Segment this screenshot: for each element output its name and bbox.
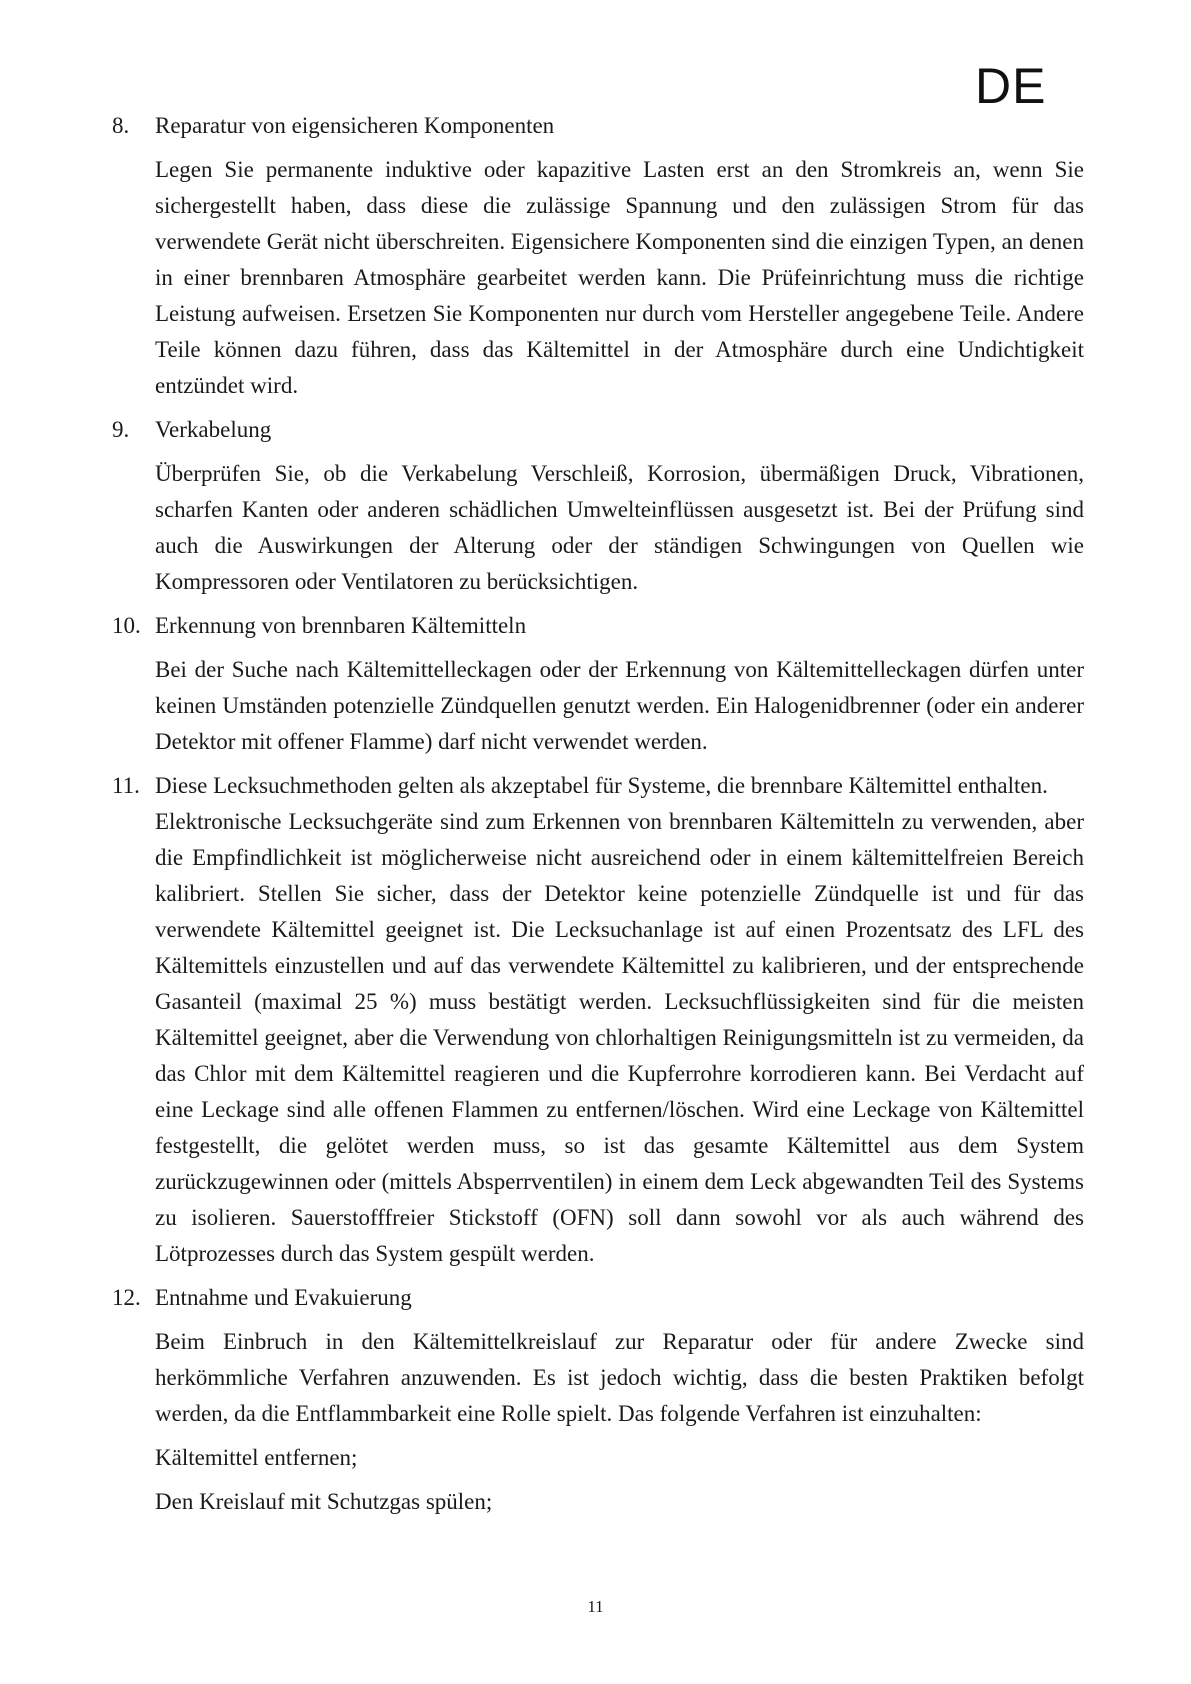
section-number: 10.	[112, 613, 141, 638]
page-number: 11	[587, 1597, 604, 1616]
section-number: 11.	[112, 773, 140, 798]
section-paragraph: Elektronische Lecksuchgeräte sind zum Erkennen von brennbaren Kältemitteln zu verwenden, aber die Empfindlichkeit ist möglicherweise nicht ausreichend oder in einem kältemittelfreien Bereich kalibriert. Stellen Sie sicher, dass der Detektor keine potenzielle Zündquelle ist und für das verwendete Kältemittel geeignet ist. Die Lecksuchanlage ist auf einen Prozentsatz des LFL des Kältemittels einzustellen und auf das verwendete Kältemittel zu kalibrieren, und der entsprechende Gasanteil (maximal 25 %) muss bestätigt werden. Lecksuchflüssigkeiten sind für die meisten Kältemittel geeignet, aber die Verwendung von chlorhaltigen Reinigungsmitteln ist zu vermeiden, da das Chlor mit dem Kältemittel reagieren und die Kupferrohre korrodieren kann. Bei Verdacht auf eine Leckage sind alle offenen Flammen zu entfernen/löschen. Wird eine Leckage von Kältemittel festgestellt, die gelötet werden muss, so ist das gesamte Kältemittel aus dem System zurückzugewinnen oder (mittels Absperrventilen) in einem dem Leck abgewandten Teil des Systems zu isolieren. Sauerstofffreier Stickstoff (OFN) soll dann sowohl vor als auch während des Lötprozesses durch das System gespült werden.	[155, 809, 1084, 1266]
section-number: 9.	[112, 417, 130, 442]
section-heading	[112, 108, 1084, 144]
section-number: 12.	[112, 1285, 141, 1310]
section-paragraph: Beim Einbruch in den Kältemittelkreislauf zur Reparatur oder für andere Zwecke sind herkömmliche Verfahren anzuwenden. Es ist jedoch wichtig, dass die besten Praktiken befolgt werden, da die Entflammbarkeit eine Rolle spielt. Das folgende Verfahren ist einzuhalten:	[155, 1329, 1084, 1426]
section-title: Entnahme und Evakuierung	[155, 1285, 412, 1310]
section-paragraph: Kältemittel entfernen;	[155, 1445, 358, 1470]
section-paragraph: Den Kreislauf mit Schutzgas spülen;	[155, 1489, 493, 1514]
section-title: Erkennung von brennbaren Kältemitteln	[155, 613, 527, 638]
section-title: Verkabelung	[155, 417, 272, 442]
document-body	[112, 108, 1084, 1528]
section-paragraph: Legen Sie permanente induktive oder kapazitive Lasten erst an den Stromkreis an, wenn Sie sichergestellt haben, dass diese die zulässige Spannung und den zulässigen Strom für das verwendete Gerät nicht überschreiten. Eigensichere Komponenten sind die einzigen Typen, an denen in einer brennbaren Atmosphäre gearbeitet werden kann. Die Prüfeinrichtung muss die richtige Leistung aufweisen. Ersetzen Sie Komponenten nur durch vom Hersteller angegebene Teile. Andere Teile können dazu führen, dass das Kältemittel in der Atmosphäre durch eine Undichtigkeit entzündet wird.	[155, 157, 1084, 398]
section-title: Reparatur von eigensicheren Komponenten	[155, 113, 555, 138]
section-heading	[112, 608, 1084, 644]
section-paragraph: Überprüfen Sie, ob die Verkabelung Verschleiß, Korrosion, übermäßigen Druck, Vibrationen, scharfen Kanten oder anderen schädlichen Umwelteinflüssen ausgesetzt ist. Bei der Prüfung sind auch die Auswirkungen der Alterung oder der ständigen Schwingungen von Quellen wie Kompressoren oder Ventilatoren zu berücksichtigen.	[155, 461, 1084, 594]
section-heading	[112, 412, 1084, 448]
section-title: Diese Lecksuchmethoden gelten als akzeptabel für Systeme, die brennbare Kältemittel enthalten.	[155, 773, 1048, 798]
language-label: DE	[975, 58, 1047, 114]
section-number: 8.	[112, 113, 130, 138]
section-heading	[112, 768, 1084, 804]
section-heading	[112, 1280, 1084, 1316]
section-paragraph: Bei der Suche nach Kältemittelleckagen oder der Erkennung von Kältemittelleckagen dürfen unter keinen Umständen potenzielle Zündquellen genutzt werden. Ein Halogenidbrenner (oder ein anderer Detektor mit offener Flamme) darf nicht verwendet werden.	[155, 657, 1084, 754]
